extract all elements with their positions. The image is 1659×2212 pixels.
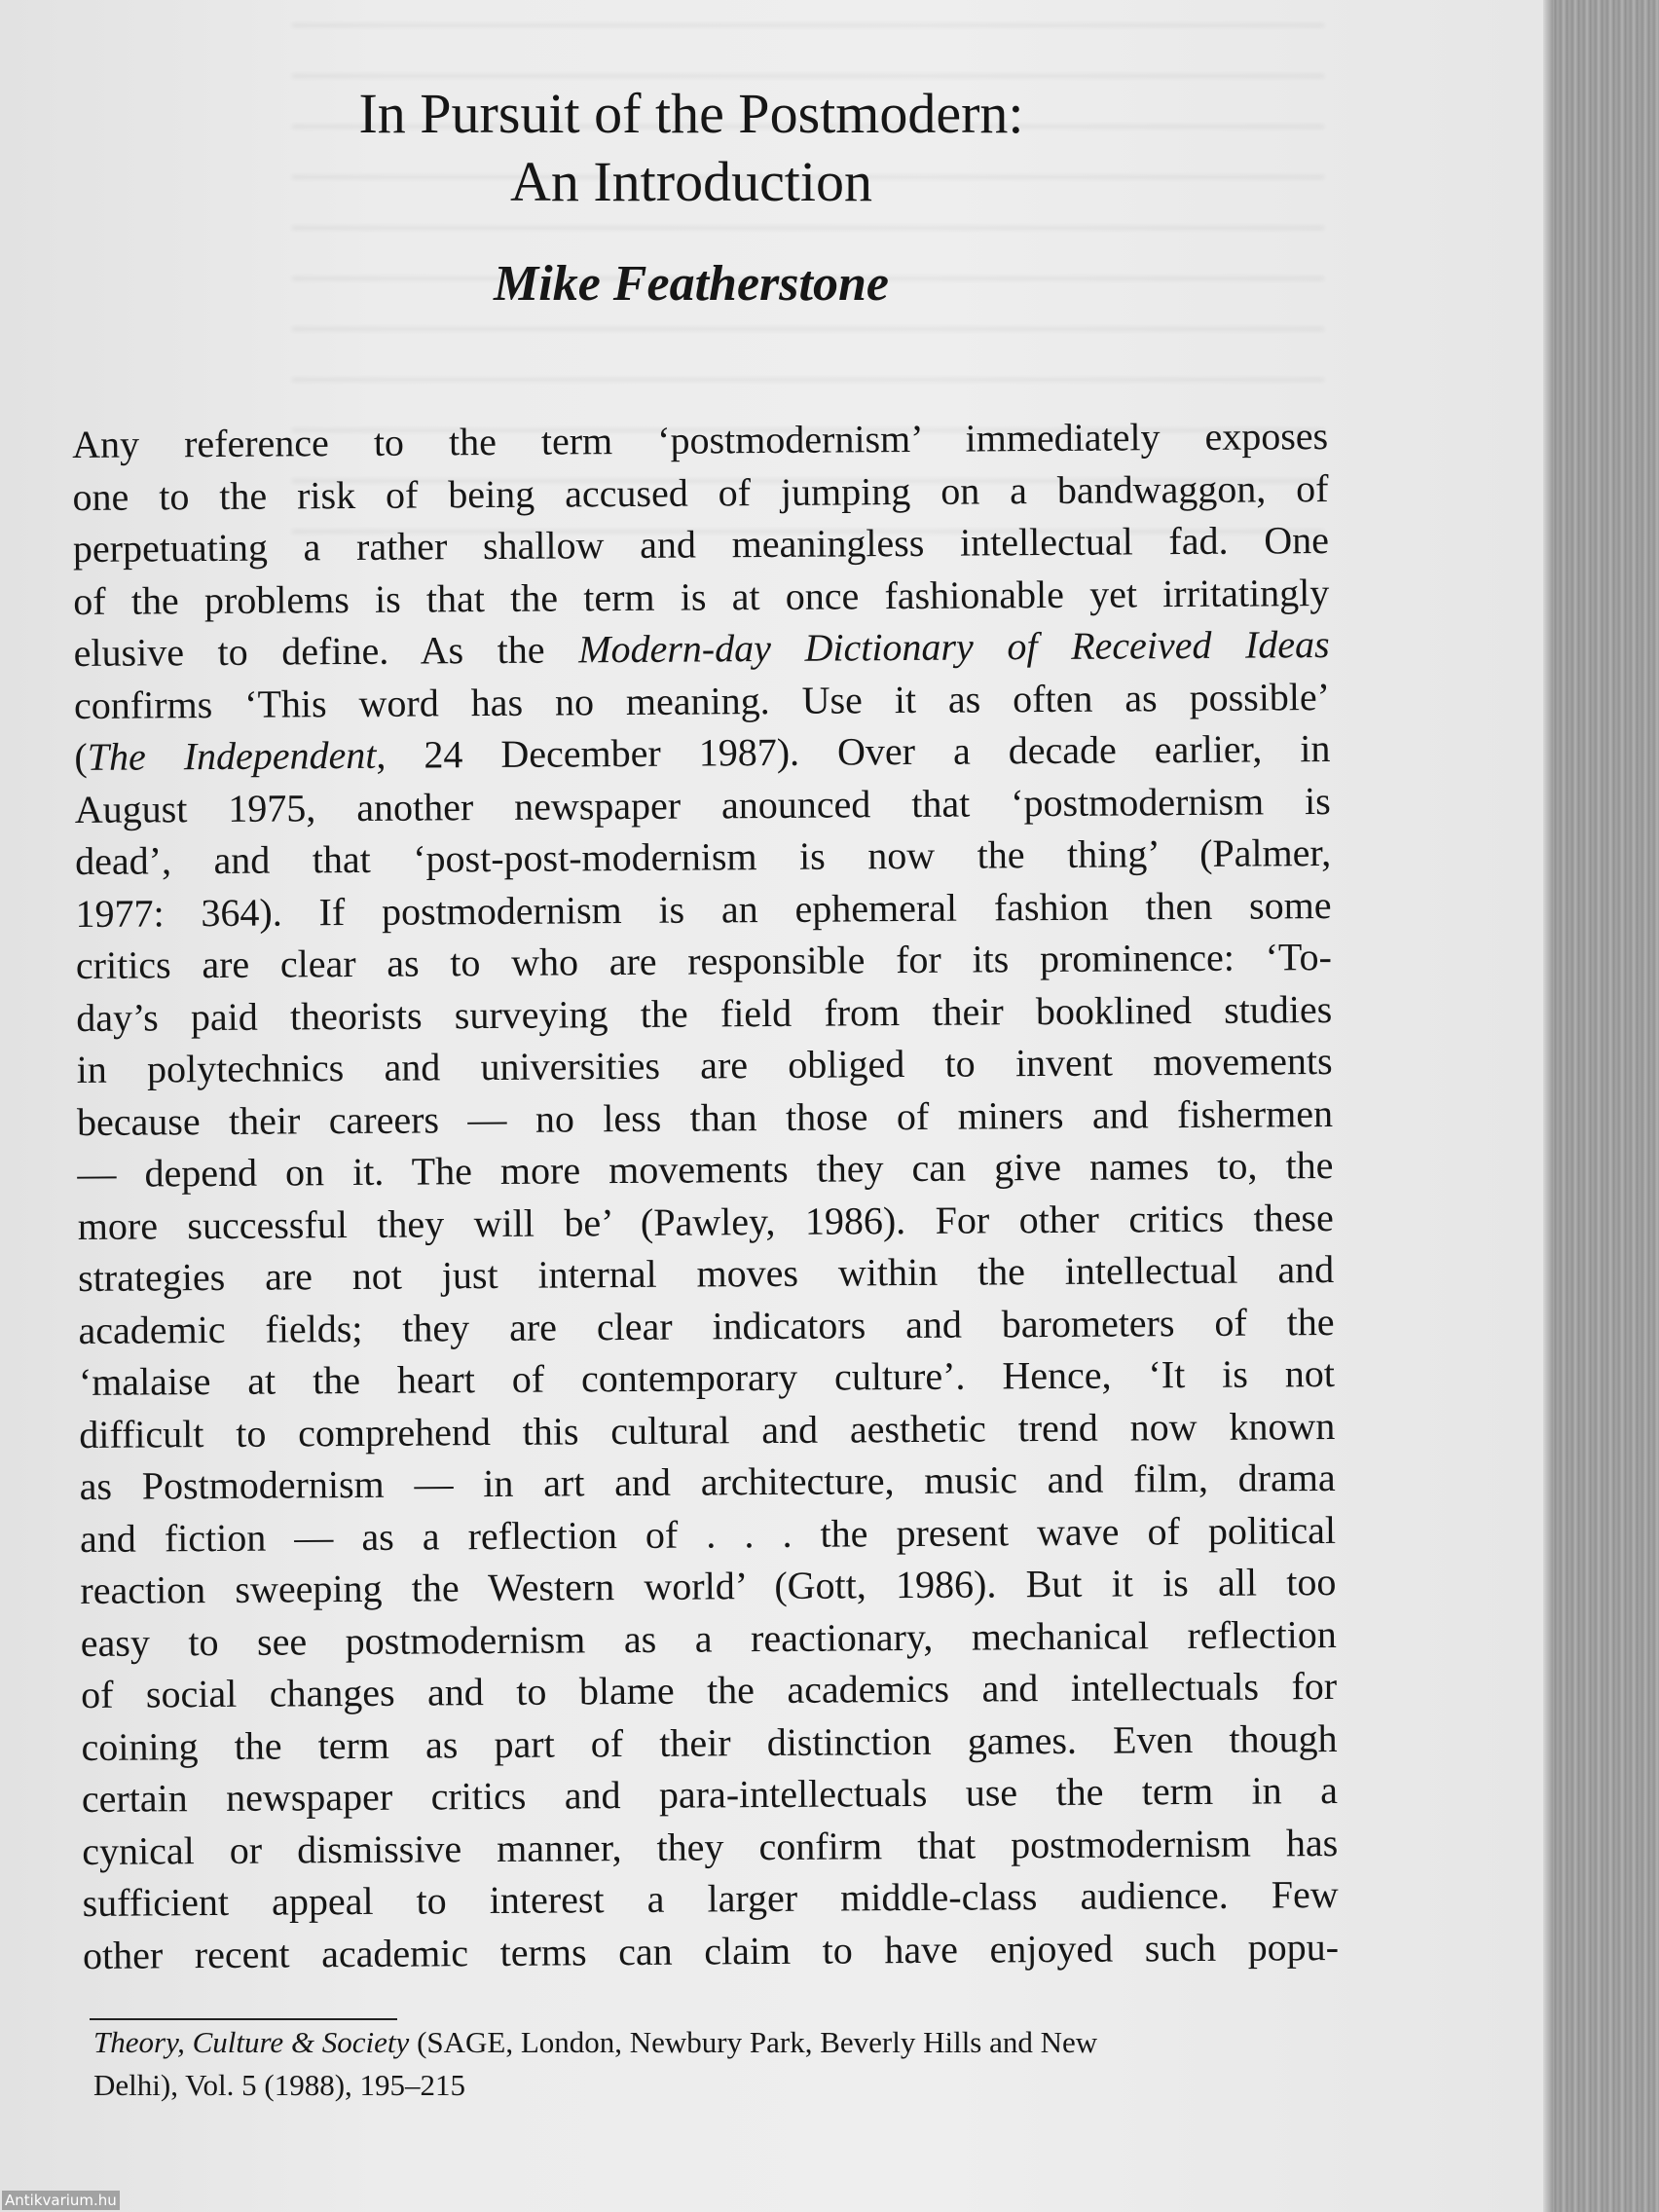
body-line: August 1975, another newspaper anounced that ‘postmodernism is [74, 778, 1331, 831]
body-line: academic fields; they are clear indicators and barometers of the [78, 1299, 1335, 1352]
body-text [72, 410, 1339, 1981]
body-line: reaction sweeping the Western world’ (Gott, 1986). But it is all too [80, 1559, 1337, 1612]
body-line: more successful they will be’ (Pawley, 1986). For other critics these [77, 1195, 1334, 1248]
author-name: Mike Featherstone [494, 256, 889, 312]
body-line: coining the term as part of their distinction games. Even though [81, 1715, 1338, 1769]
body-line: certain newspaper critics and para-intellectuals use the term in a [81, 1767, 1339, 1821]
body-line: in polytechnics and universities are obliged to invent movements [76, 1038, 1333, 1091]
body-line: critics are clear as to who are responsible for its prominence: ‘To- [75, 934, 1333, 987]
body-line: elusive to define. As the Modern-day Dictionary of Received Ideas [73, 621, 1330, 675]
footnote-line2: Delhi), Vol. 5 (1988), 195–215 [93, 2068, 466, 2102]
body-line: 1977: 364). If postmodernism is an ephemeral fashion then some [75, 882, 1332, 936]
footnote-rule [90, 2018, 397, 2020]
body-line: day’s paid theorists surveying the field from their booklined studies [76, 986, 1333, 1040]
body-line: strategies are not just internal moves within the intellectual and [78, 1246, 1335, 1300]
body-line: other recent academic terms can claim to have enjoyed such popu- [82, 1924, 1340, 1977]
body-line: difficult to comprehend this cultural and aesthetic trend now known [79, 1403, 1336, 1456]
body-line: of the problems is that the term is at once fashionable yet irritatingly [73, 570, 1330, 623]
body-line: ‘malaise at the heart of contemporary culture’. Hence, ‘It is not [78, 1350, 1336, 1404]
body-line: because their careers — no less than those of miners and fishermen [76, 1090, 1334, 1144]
body-line: as Postmodernism — in art and architecture, music and film, drama [79, 1455, 1336, 1508]
body-line: sufficient appeal to interest a larger middle-class audience. Few [82, 1871, 1339, 1925]
body-line: (The Independent, 24 December 1987). Over a decade earlier, in [74, 725, 1331, 779]
watermark: Antikvarium.hu [2, 2191, 120, 2210]
body-line: Any reference to the term ‘postmodernism’ immediately exposes [72, 413, 1329, 466]
body-line: cynical or dismissive manner, they confirm that postmodernism has [82, 1820, 1339, 1873]
footnote-journal: Theory, Culture & Society [93, 2025, 410, 2059]
body-line: of social changes and to blame the academics and intellectuals for [80, 1663, 1338, 1716]
page-edge-shadow [1543, 0, 1659, 2212]
article-title [214, 80, 1168, 216]
footnote-line1-rest: (SAGE, London, Newbury Park, Beverly Hills and New [409, 2025, 1098, 2059]
body-line: easy to see postmodernism as a reactionary, mechanical reflection [80, 1611, 1337, 1665]
body-line: dead’, and that ‘post-post-modernism is now the thing’ (Palmer, [75, 830, 1332, 883]
body-line: perpetuating a rather shallow and meaningless intellectual fad. One [72, 517, 1330, 571]
title-line-1: In Pursuit of the Postmodern: [358, 82, 1024, 145]
body-line: and fiction — as a reflection of . . . the present wave of political [79, 1507, 1337, 1561]
footnote [93, 2021, 1349, 2107]
body-line: confirms ‘This word has no meaning. Use it as often as possible’ [73, 674, 1331, 727]
title-line-2: An Introduction [509, 150, 873, 213]
body-line: one to the risk of being accused of jumping on a bandwaggon, of [72, 465, 1329, 519]
body-line: — depend on it. The more movements they can give names to, the [77, 1142, 1334, 1196]
